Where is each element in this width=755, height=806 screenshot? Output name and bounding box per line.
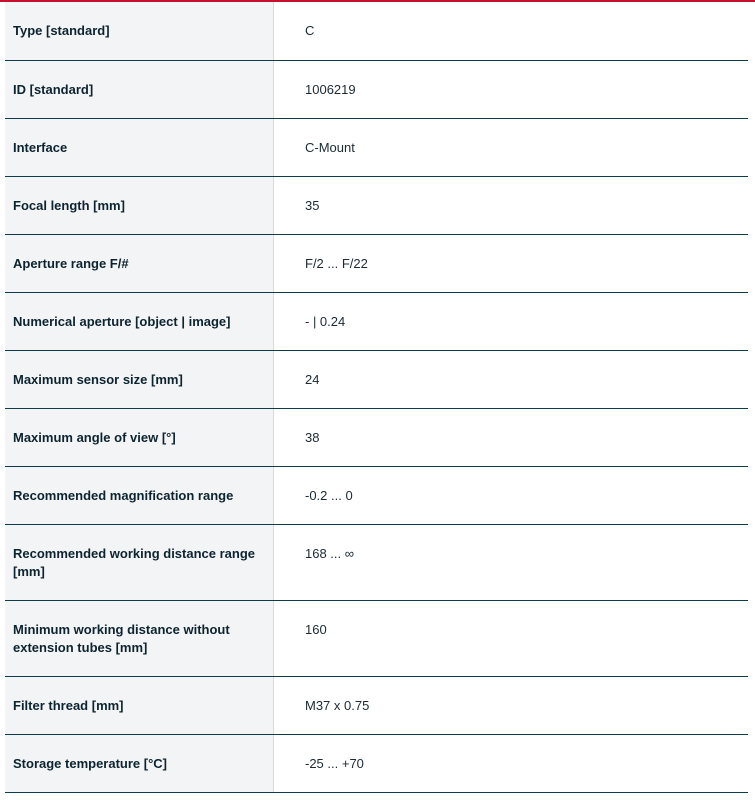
spec-row-filter-thread [5, 676, 748, 734]
spec-row-working-distance-range [5, 524, 748, 600]
spec-row-focal-length [5, 176, 748, 234]
spec-row-max-sensor-size [5, 350, 748, 408]
spec-value: F/2 ... F/22 [274, 234, 748, 292]
spec-row-magnification-range [5, 466, 748, 524]
spec-label: Filter thread [mm] [5, 676, 273, 734]
spec-value: 168 ... ∞ [274, 524, 748, 600]
specifications-table [5, 2, 748, 793]
spec-value: C-Mount [274, 118, 748, 176]
spec-row-storage-temperature [5, 734, 748, 792]
spec-row-interface [5, 118, 748, 176]
spec-value: 35 [274, 176, 748, 234]
spec-label: Interface [5, 118, 273, 176]
spec-value: 160 [274, 600, 748, 676]
spec-label: Recommended working distance range [mm] [5, 524, 273, 600]
spec-row-id [5, 60, 748, 118]
spec-label: Focal length [mm] [5, 176, 273, 234]
spec-value: 1006219 [274, 60, 748, 118]
spec-row-max-angle-of-view [5, 408, 748, 466]
spec-label: Storage temperature [°C] [5, 734, 273, 792]
spec-value: -0.2 ... 0 [274, 466, 748, 524]
spec-value: -25 ... +70 [274, 734, 748, 792]
spec-label: Maximum sensor size [mm] [5, 350, 273, 408]
spec-label: Aperture range F/# [5, 234, 273, 292]
spec-value: C [274, 2, 748, 60]
spec-label: Recommended magnification range [5, 466, 273, 524]
spec-label: Maximum angle of view [°] [5, 408, 273, 466]
spec-value: 38 [274, 408, 748, 466]
spec-value: - | 0.24 [274, 292, 748, 350]
spec-row-numerical-aperture [5, 292, 748, 350]
spec-value: 24 [274, 350, 748, 408]
spec-label: Minimum working distance without extension tubes [mm] [5, 600, 273, 676]
spec-row-type [5, 2, 748, 60]
spec-row-aperture-range [5, 234, 748, 292]
spec-label: Numerical aperture [object | image] [5, 292, 273, 350]
spec-label: Type [standard] [5, 2, 273, 60]
spec-label: ID [standard] [5, 60, 273, 118]
spec-value: M37 x 0.75 [274, 676, 748, 734]
spec-row-min-working-distance [5, 600, 748, 676]
